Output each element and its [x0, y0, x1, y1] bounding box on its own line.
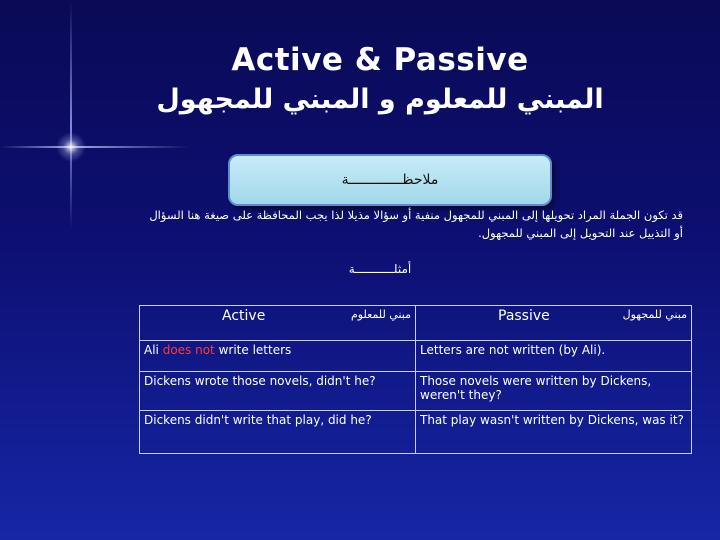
- note-line-2: أو التذييل عند التحويل إلى المبني للمجهول.: [478, 226, 683, 240]
- active-cell: Dickens wrote those novels, didn't he?: [140, 372, 416, 411]
- note-label: ملاحظـــــــــــــة: [341, 172, 439, 188]
- table-row: [140, 411, 692, 454]
- header-active-ar: مبني للمعلوم: [351, 308, 411, 321]
- decorative-horizontal-line: [0, 146, 190, 148]
- table-header-row: [140, 306, 692, 341]
- examples-table: [139, 305, 692, 454]
- table-row: [140, 372, 692, 411]
- decorative-star-glow: [56, 132, 86, 162]
- note-box: [228, 154, 552, 206]
- note-line-1: قد تكون الجملة المراد تحويلها إلى المبني للمجهول منفية أو سؤالا مذيلا لذا يجب المحافظة على صيغة هنا السؤال: [149, 208, 683, 222]
- examples-label: أمثلـــــــــــة: [348, 262, 412, 276]
- header-active: [140, 306, 416, 341]
- title-english: Active & Passive: [231, 42, 529, 78]
- header-passive: [416, 306, 692, 341]
- passive-cell: Those novels were written by Dickens, weren't they?: [416, 372, 692, 411]
- decorative-vertical-line: [70, 0, 72, 230]
- active-cell: Dickens didn't write that play, did he?: [140, 411, 416, 454]
- negation-highlight: does not: [162, 343, 215, 357]
- passive-cell: That play wasn't written by Dickens, was it?: [416, 411, 692, 454]
- active-cell: [140, 341, 416, 372]
- header-passive-ar: مبني للمجهول: [622, 308, 687, 321]
- active-text-post: write letters: [214, 343, 292, 357]
- passive-cell: Letters are not written (by Ali).: [416, 341, 692, 372]
- note-paragraph: [105, 206, 683, 242]
- table-row: [140, 341, 692, 372]
- title-arabic: المبني للمعلوم و المبني للمجهول: [156, 84, 604, 115]
- header-passive-en: Passive: [498, 308, 550, 324]
- active-text-pre: Ali: [144, 343, 163, 357]
- header-active-en: Active: [222, 308, 266, 324]
